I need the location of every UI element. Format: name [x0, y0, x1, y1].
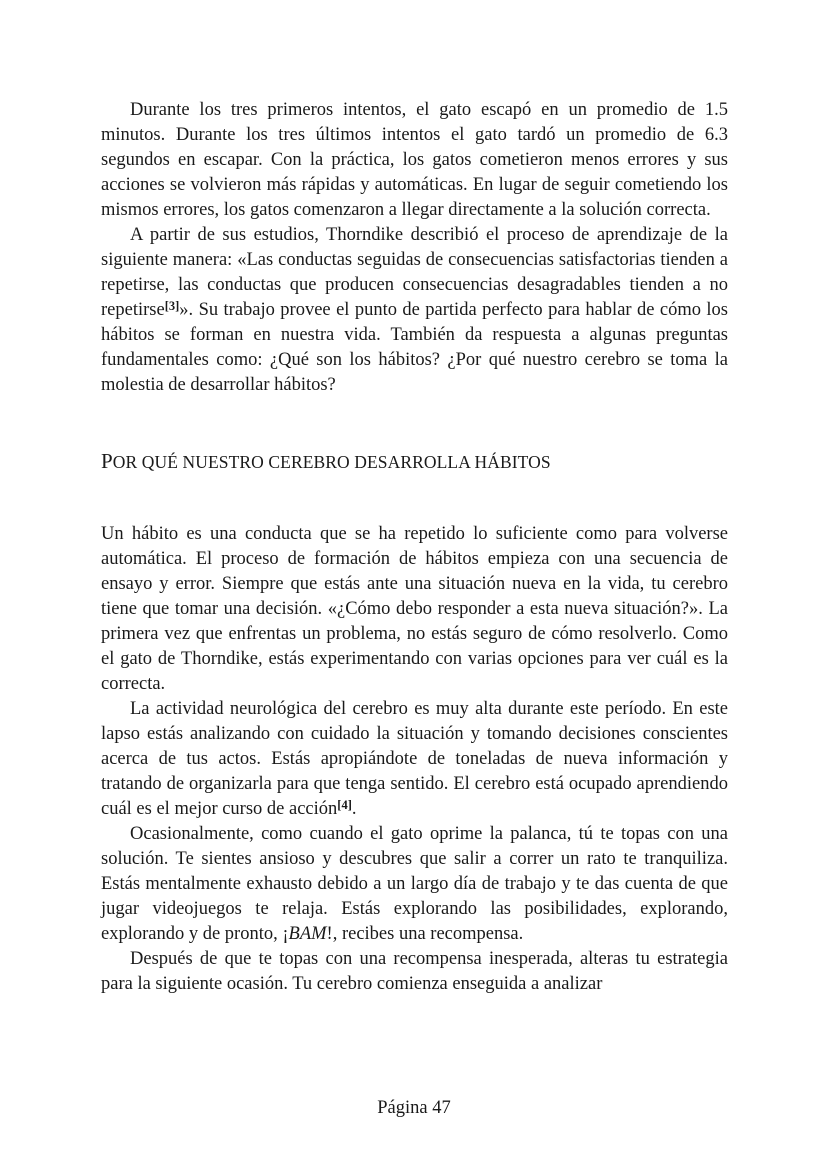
- paragraph: [101, 822, 728, 947]
- footnote-reference[interactable]: [3]: [164, 299, 180, 313]
- text-run: .: [351, 799, 357, 819]
- paragraphs-bottom: [101, 522, 728, 997]
- page-number: Página 47: [377, 1098, 451, 1118]
- footnote-reference[interactable]: [4]: [337, 798, 352, 812]
- paragraph: [101, 98, 728, 223]
- text-run: Durante los tres primeros intentos, el gato escapó en un promedio de 1.5 minutos. Durante los tres últimos intentos el gato tardó un promedio de 6.3 segundos en escapar. Con la práctica, los gatos cometieron menos errores y sus acciones se volvieron más rápidas y automáticas. En lugar de seguir cometiendo los mismos errores, los gatos comenzaron a llegar directamente a la solución correcta.: [101, 100, 728, 220]
- paragraph: [101, 947, 728, 997]
- text-run: Después de que te topas con una recompensa inesperada, alteras tu estrategia para la siguiente ocasión. Tu cerebro comienza enseguida a analizar: [101, 949, 728, 994]
- paragraph: [101, 223, 728, 398]
- text-run: A partir de sus estudios, Thorndike describió el proceso de aprendizaje de la siguiente manera: «Las conductas seguidas de consecuencias satisfactorias tienden a repetirse, las conductas que producen consecuencias desagradables tienden a no repetirse: [101, 225, 728, 320]
- paragraph: [101, 697, 728, 822]
- text-run: Ocasionalmente, como cuando el gato oprime la palanca, tú te topas con una solución. Te sientes ansioso y descubres que salir a correr un rato te tranquiliza. Estás mentalmente exhausto debido a un largo día de trabajo y te das cuenta de que jugar videojuegos te relaja. Estás explorando las posibilidades, explorando, explorando y de pronto, ¡: [101, 824, 728, 944]
- paragraphs-top: [101, 98, 728, 398]
- paragraph: [101, 522, 728, 697]
- text-run: La actividad neurológica del cerebro es muy alta durante este período. En este lapso estás analizando con cuidado la situación y tomando decisiones conscientes acerca de tus actos. Estás apropiándote de toneladas de nueva información y tratando de organizarla para que tenga sentido. El cerebro está ocupado aprendiendo cuál es el mejor curso de acción: [101, 699, 728, 819]
- text-run: ». Su trabajo provee el punto de partida perfecto para hablar de cómo los hábitos se forman en nuestra vida. También da respuesta a algunas preguntas fundamentales como: ¿Qué son los hábitos? ¿Por qué nuestro cerebro se toma la molestia de desarrollar hábitos?: [101, 300, 728, 395]
- italic-text: BAM: [288, 924, 327, 944]
- text-run: !, recibes una recompensa.: [326, 924, 524, 944]
- section-heading: [101, 449, 728, 475]
- heading-rest: OR QUÉ NUESTRO CEREBRO DESARROLLA HÁBITOS: [112, 452, 551, 472]
- text-run: Un hábito es una conducta que se ha repetido lo suficiente como para volverse automática. El proceso de formación de hábitos empieza con una secuencia de ensayo y error. Siempre que estás ante una situación nueva en la vida, tu cerebro tiene que tomar una decisión. «¿Cómo debo responder a esta nueva situación?». La primera vez que enfrentas un problema, no estás seguro de cómo resolverlo. Como el gato de Thorndike, estás experimentando con varias opciones para ver cuál es la correcta.: [101, 524, 728, 694]
- page-body: [101, 98, 728, 997]
- heading-initial: P: [101, 449, 113, 473]
